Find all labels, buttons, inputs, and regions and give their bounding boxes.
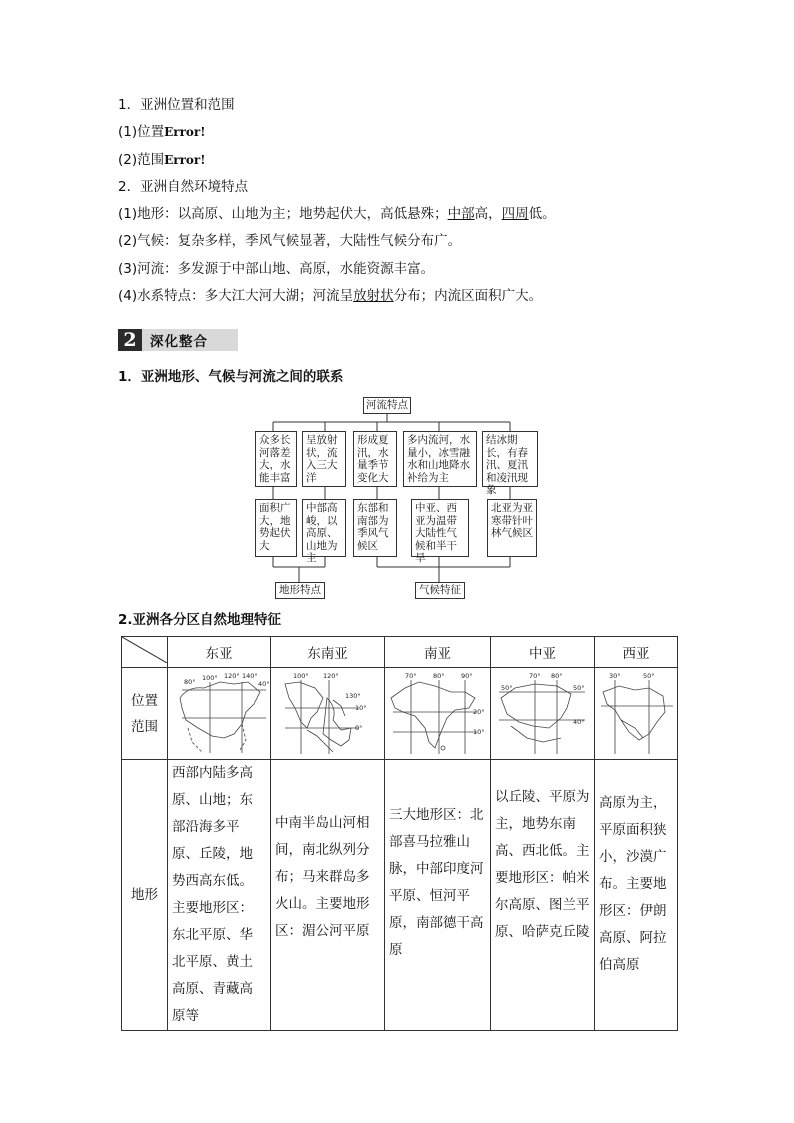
heading-asia-position: 1．亚洲位置和范围 (118, 97, 235, 113)
corner-diagonal (122, 637, 167, 663)
regions-table (121, 636, 678, 1031)
diagram-top-river: 河流特点 (363, 397, 411, 414)
map-east-label-120: 120° (224, 672, 240, 680)
map-south-label-20: 20° (473, 708, 485, 716)
region-southeast-asia: 东南亚 (271, 637, 385, 668)
terrain-feature-1: 面积广大，地势起伏大 (255, 499, 297, 557)
map-central-label-50e: 50° (573, 684, 585, 692)
row-head-location-a: 位置 (131, 692, 158, 709)
map-west-label-30: 30° (609, 672, 621, 680)
region-east-asia: 东亚 (168, 637, 271, 668)
map-southeast-asia (271, 668, 385, 760)
subheading-regions: 2.亚洲各分区自然地理特征 (118, 612, 282, 628)
map-central-label-70: 70° (529, 672, 541, 680)
terrain-text-c: 低。 (528, 206, 556, 222)
terrain-underline-edges: 四周 (501, 206, 529, 222)
river-feature-3: 形成夏汛，水量季节变化大 (353, 431, 397, 487)
river-feature-4: 多内流河，水量小，冰雪融水和山地降水补给为主 (403, 431, 477, 487)
section-number: 2 (118, 329, 142, 351)
climate-label: 气候特征 (415, 582, 465, 599)
position-label: (1)位置 (118, 124, 165, 140)
terrain-central-asia: 以丘陵、平原为主，地势东南高、西北低。主要地形区：帕米尔高原、图兰平原、哈萨克丘陵 (491, 760, 595, 1031)
relation-diagram (255, 395, 540, 600)
subheading-relations: 1．亚洲地形、气候与河流之间的联系 (118, 369, 344, 385)
map-south-label-10: 10° (473, 728, 485, 736)
map-central-asia (491, 668, 595, 760)
water-underline-radial: 放射状 (353, 288, 394, 304)
water-line (118, 287, 542, 305)
region-central-asia: 中亚 (491, 637, 595, 668)
section-title: 深化整合 (142, 329, 238, 351)
river-feature-2: 呈放射状，流入三大洋 (302, 431, 346, 487)
range-label: (2)范围 (118, 152, 165, 168)
range-error: Error! (164, 153, 206, 167)
map-se-label-120: 120° (323, 672, 339, 680)
table-row-location (122, 668, 678, 760)
river-feature-1: 众多长河落差大，水能丰富 (255, 431, 297, 487)
terrain-west-asia: 高原为主，平原面积狭小，沙漠广布。主要地形区：伊朗高原、阿拉伯高原 (595, 760, 678, 1031)
map-south-label-90: 90° (461, 672, 473, 680)
map-se-label-0: 0° (355, 724, 363, 732)
water-text-a: (4)水系特点：多大江大河大湖；河流呈 (118, 288, 354, 304)
row-head-location-b: 范围 (131, 718, 158, 735)
terrain-feature-2: 中部高峻，以高原、山地为主 (302, 499, 346, 557)
terrain-east-asia: 西部内陆多高原、山地；东部沿海多平原、丘陵，地势西高东低。主要地形区：东北平原、华北平原、黄土高原、青藏高原等 (168, 760, 271, 1031)
table-row-terrain (122, 760, 678, 1031)
position-error: Error! (164, 125, 206, 139)
terrain-southeast-asia: 中南半岛山河相间，南北纵列分布；马来群岛多火山。主要地形区：湄公河平原 (271, 760, 385, 1031)
map-central-label-40: 40° (573, 718, 585, 726)
map-south-asia (385, 668, 491, 760)
map-east-asia (168, 668, 271, 760)
climate-feature-1: 东部和南部为季风气候区 (353, 499, 397, 557)
region-south-asia: 南亚 (385, 637, 491, 668)
terrain-text-a: (1)地形：以高原、山地为主；地势起伏大，高低悬殊； (118, 206, 448, 222)
water-text-b: 分布；内流区面积广大。 (393, 288, 543, 304)
terrain-label: 地形特点 (275, 582, 325, 599)
diagram-connectors (255, 395, 540, 600)
map-se-label-100: 100° (293, 672, 309, 680)
map-south-label-70: 70° (405, 672, 417, 680)
map-west-asia (595, 668, 678, 760)
climate-line: (2)气候：复杂多样，季风气候显著，大陆性气候分布广。 (118, 233, 462, 249)
terrain-text-b: 高， (474, 206, 502, 222)
rivers-line: (3)河流：多发源于中部山地、高原，水能资源丰富。 (118, 261, 435, 277)
map-east-label-80: 80° (184, 678, 196, 686)
terrain-south-asia: 三大地形区：北部喜马拉雅山脉，中部印度河平原、恒河平原，南部德干高原 (385, 760, 491, 1031)
map-east-label-40: 40° (258, 680, 270, 688)
row-head-location (122, 668, 168, 760)
table-header-row (122, 637, 678, 668)
map-se-label-10: 10° (355, 704, 367, 712)
climate-feature-3: 北亚为亚寒带针叶林气候区 (487, 499, 537, 557)
heading-natural-environment: 2．亚洲自然环境特点 (118, 179, 249, 195)
range-line (118, 151, 206, 169)
map-central-label-80: 80° (551, 672, 563, 680)
map-central-label-50w: 50° (501, 684, 513, 692)
map-east-label-100: 100° (202, 674, 218, 682)
region-west-asia: 西亚 (595, 637, 678, 668)
river-feature-5: 结冰期长，有春汛、夏汛和凌汛现象 (482, 431, 538, 487)
map-se-label-130: 130° (345, 692, 361, 700)
climate-feature-2: 中亚、西亚为温带大陆性气候和半干旱 (411, 499, 469, 557)
position-line (118, 123, 206, 141)
map-east-label-140: 140° (242, 672, 258, 680)
section-header (118, 329, 238, 351)
row-head-terrain: 地形 (122, 760, 168, 1031)
terrain-line (118, 205, 556, 223)
terrain-underline-center: 中部 (447, 206, 475, 222)
map-west-label-50: 50° (643, 672, 655, 680)
table-corner (122, 637, 168, 668)
map-south-label-80: 80° (433, 672, 445, 680)
